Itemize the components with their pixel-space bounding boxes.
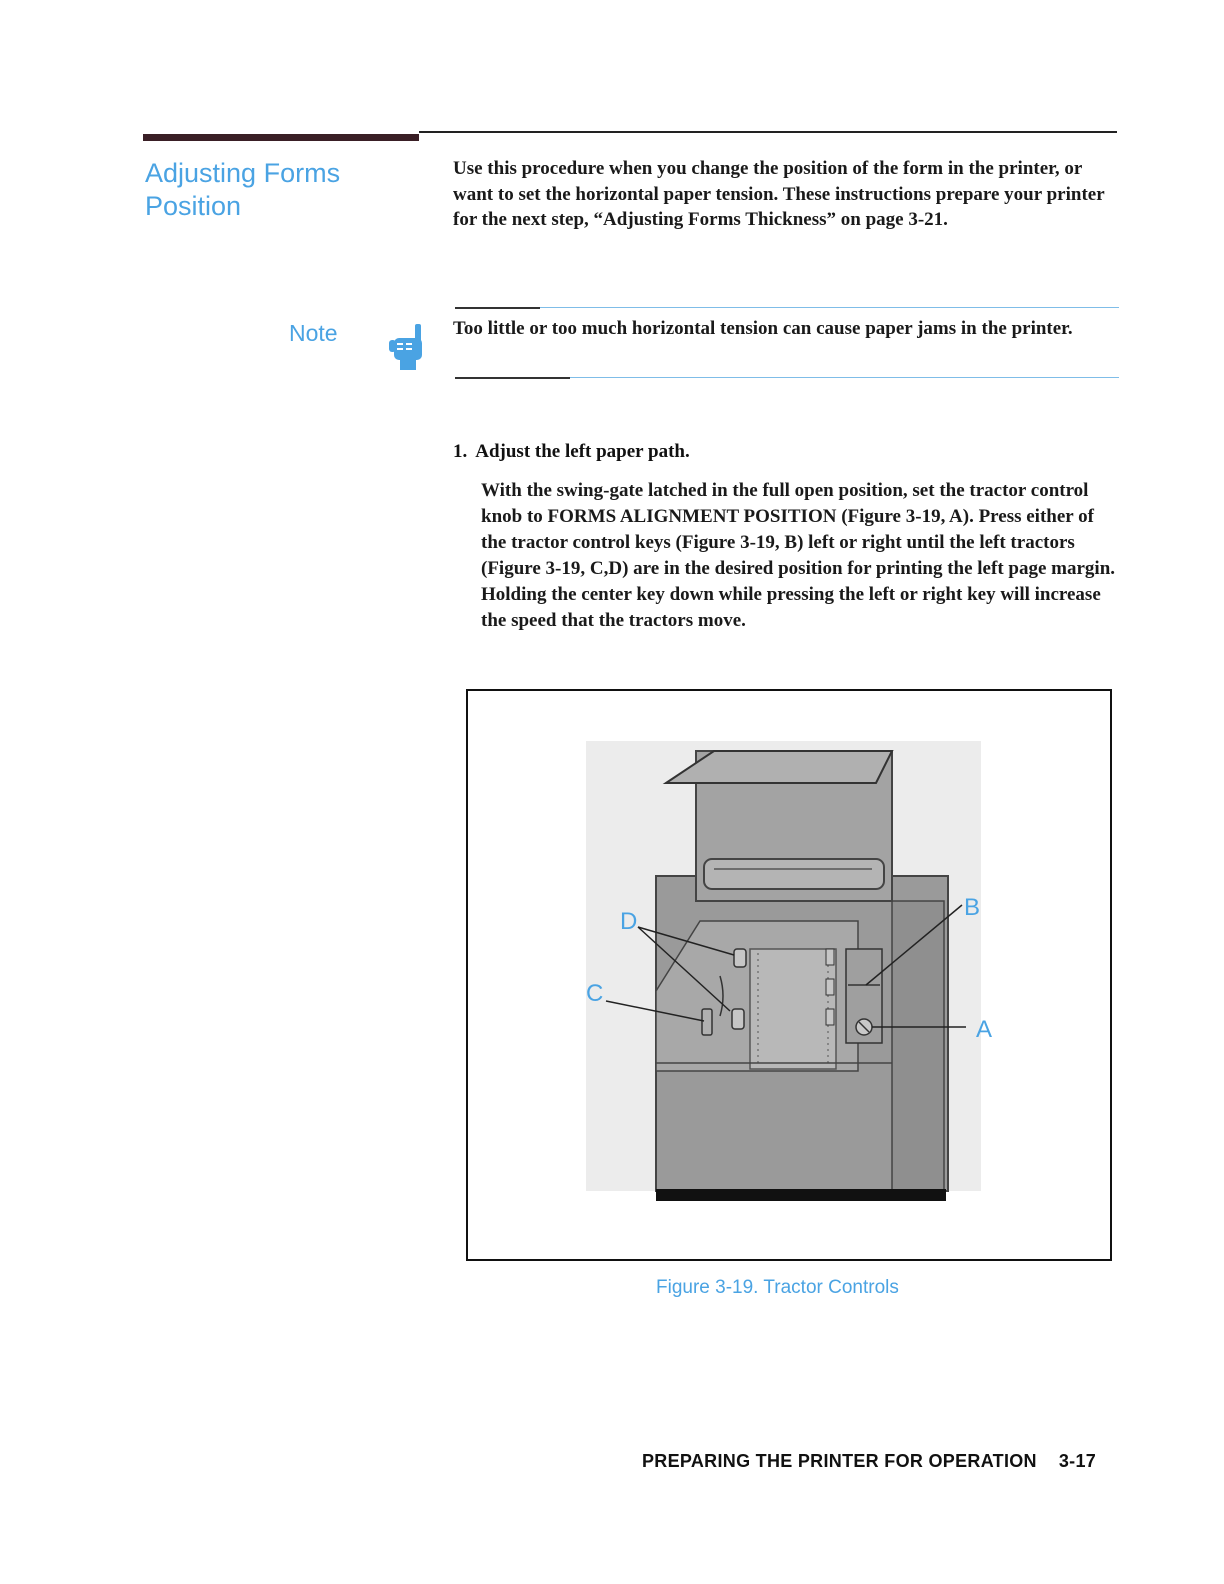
note-text: Too little or too much horizontal tension can cause paper jams in the printer. (453, 318, 1073, 339)
step-1-title (453, 441, 690, 463)
swing-gate (704, 859, 884, 889)
figure-caption: Figure 3-19. Tractor Controls (656, 1277, 899, 1298)
section-title-line1: Adjusting Forms (145, 158, 341, 188)
page-footer (642, 1451, 1096, 1472)
pointing-hand-icon (388, 322, 424, 372)
tractor-c (732, 1009, 744, 1029)
figure-frame (466, 689, 1112, 1261)
step-1-body: With the swing-gate latched in the full open position, set the tractor control knob to FORMS ALIGNMENT POSITION (Figure 3-19, A). Press either of the tractor control keys (Figure 3-19, B) left or right until the left tractors (Figure 3-19, C,D) are in the desired position for printing the left page margin. Holding the center key down while pressing the left or right key will increase the speed that the tractors move. (481, 480, 1116, 631)
right-tractor-mid (826, 979, 834, 995)
callout-label-c: C (586, 980, 604, 1007)
header-rule-thin (419, 131, 1117, 133)
tractor-lever (702, 1009, 712, 1035)
tractor-d (734, 949, 746, 967)
paper-sheet (750, 949, 836, 1069)
section-title (145, 157, 415, 223)
footer-page-number: 3-17 (1058, 1451, 1097, 1471)
right-tractor-lower (826, 1009, 834, 1025)
printer-floor-edge (656, 1189, 946, 1201)
callout-label-b: B (964, 894, 981, 921)
printer-illustration (468, 691, 1110, 1259)
section-title-line2: Position (145, 191, 242, 221)
note-rule-bottom-accent (455, 377, 570, 379)
note-rule-top-accent (455, 307, 540, 309)
footer-chapter: PREPARING THE PRINTER FOR OPERATION (642, 1451, 1037, 1471)
note-label: Note (289, 320, 338, 346)
callout-label-a: A (976, 1016, 993, 1043)
intro-paragraph: Use this procedure when you change the position of the form in the printer, or want to set the horizontal paper tension. These instructions prepare your printer for the next step, “Adjusting Forms Thickness” on page 3-21. (453, 158, 1105, 230)
header-rule-thick (143, 134, 419, 141)
note-rule-top (455, 307, 1119, 308)
step-title-text: Adjust the left paper path. (475, 441, 690, 462)
step-number: 1. (453, 441, 468, 462)
printer-side-panel (892, 901, 944, 1191)
right-tractor-upper (826, 949, 834, 965)
callout-label-d: D (620, 908, 638, 935)
